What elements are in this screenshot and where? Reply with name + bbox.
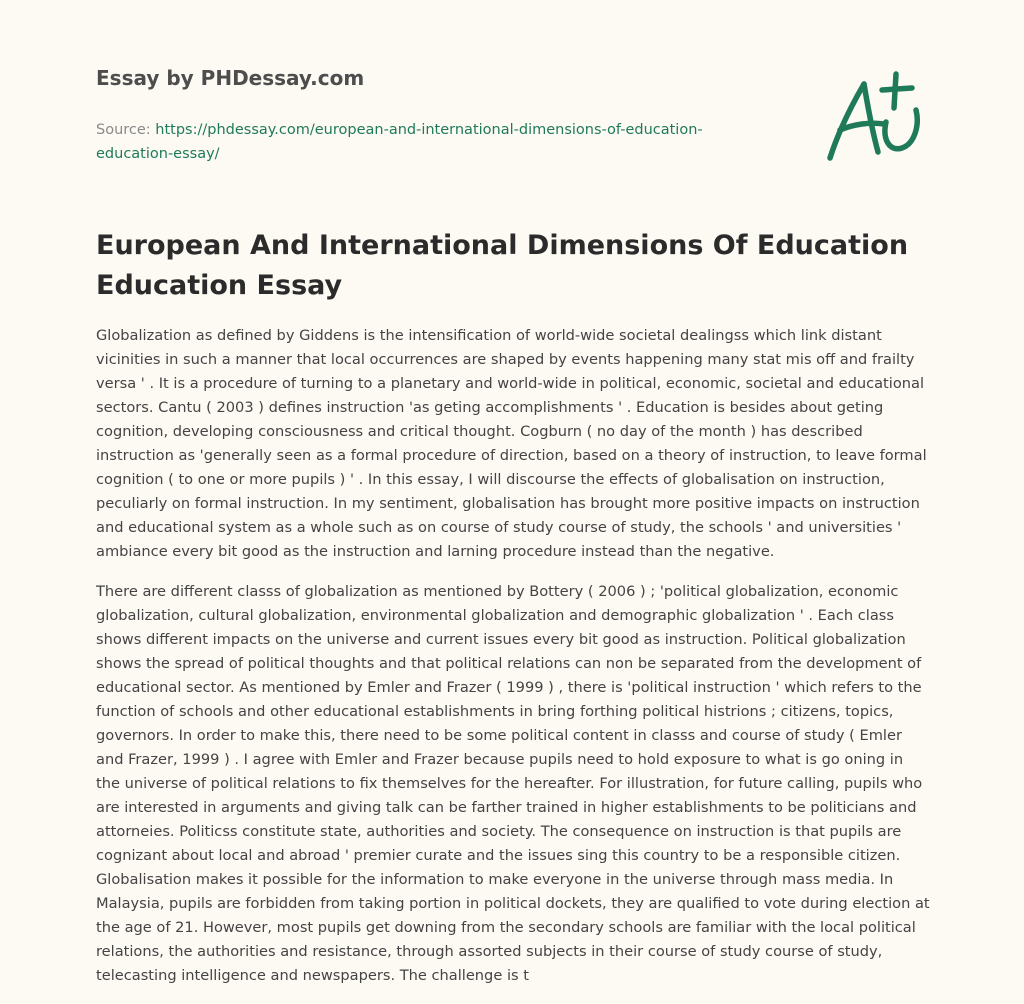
site-title: Essay by PHDessay.com [96,66,365,90]
article-title: European And International Dimensions Of Education Education Essay [96,230,909,301]
article-paragraph-2: There are different classs of globalization as mentioned by Bottery ( 2006 ) ; 'political globalization, economic globalization, cultural globalization, environmental globalization and demographic globalization ' . Each class shows different impacts on the universe and current issues every bit good as instruction. Political globalization shows the spread of political thoughts and that political relations can non be separated from the development of educational sector. As mentioned by Emler and Frazer ( 1999 ) , there is 'political instruction ' which refers to the function of schools and other educational establishments in bring forthing political histrions ; citizens, topics, governors. In order to make this, there need to be some political content in classs and course of study ( Emler and Frazer, 1999 ) . I agree with Emler and Frazer because pupils need to hold exposure to what is go oning in the universe of political relations to fix themselves for the hereafter. For illustration, for future calling, pupils who are interested in arguments and giving talk can be farther trained in higher establishments to be politicians and attorneies. Politicss constitute state, authorities and society. The consequence on instruction is that pupils are cognizant about local and abroad ' premier curate and the issues sing this country to be a responsible citizen. Globalisation makes it possible for the information to make everyone in the universe through mass media. In Malaysia, pupils are forbidden from taking portion in political dockets, they are qualified to vote during election at the age of 21. However, most pupils get downing from the secondary schools are familiar with the local political relations, the authorities and resistance, through assorted subjects in their course of study course of study, telecasting intelligence and newspapers. The challenge is t [96,583,930,984]
article-paragraph-1: Globalization as defined by Giddens is the intensification of world-wide societal dealingss which link distant vicinities in such a manner that local occurrences are shaped by events happening many stat mis off and frailty versa ' . It is a procedure of turning to a planetary and world-wide in political, economic, societal and educational sectors. Cantu ( 2003 ) defines instruction 'as geting accomplishments ' . Education is besides about geting cognition, developing consciousness and critical thought. Cogburn ( no day of the month ) has described instruction as 'generally seen as a formal procedure of direction, based on a theory of instruction, to leave formal cognition ( to one or more pupils ) ' . In this essay, I will discourse the effects of globalisation on instruction, peculiarly on formal instruction. In my sentiment, globalisation has brought more positive impacts on instruction and educational system as a whole such as on course of study course of study, the schools ' and universities ' ambiance every bit good as the instruction and larning procedure instead than the negative. [96,327,927,560]
source-line [96,118,736,166]
article-body [96,324,930,1004]
a-plus-logo-icon [820,68,930,168]
page-header [96,62,796,166]
source-label: Source: [96,122,156,138]
source-link[interactable]: https://phdessay.com/european-and-international-dimensions-of-education-education-essay/ [96,122,703,162]
